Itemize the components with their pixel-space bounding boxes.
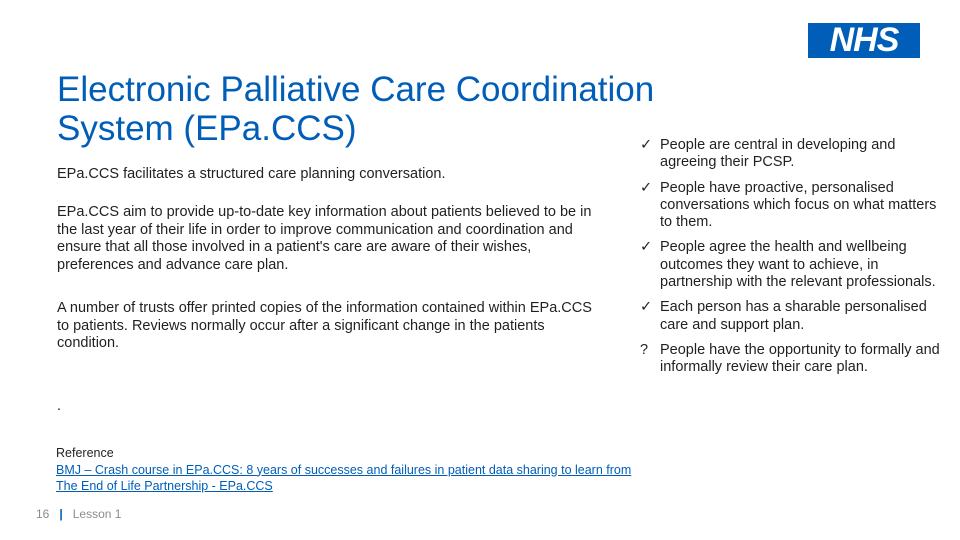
check-icon: ✓ — [640, 299, 653, 316]
slide-footer — [36, 507, 121, 521]
nhs-logo: NHS — [808, 23, 920, 58]
footer-separator: | — [59, 507, 63, 521]
lesson-label: Lesson 1 — [72, 507, 122, 521]
checklist-item-text: People are central in developing and agreeing their PCSP. — [660, 137, 896, 171]
aim-paragraph: EPa.CCS aim to provide up-to-date key information about patients believed to be in the last year of their life in order to improve communication and coordination and ensure that all those involved in a patient's care are aware of their wishes, preferences and advance care plan. — [57, 204, 592, 273]
page-title: Electronic Palliative Care Coordination System (EPa.CCS) — [57, 70, 655, 148]
checklist-item-text: People agree the health and wellbeing outcomes they want to achieve, in partnership with the relevant professionals. — [660, 239, 936, 291]
check-icon: ✓ — [640, 137, 653, 153]
check-icon: ✓ — [640, 239, 653, 256]
principles-checklist — [640, 137, 940, 385]
checklist-item — [640, 239, 940, 291]
printed-copies-paragraph: A number of trusts offer printed copies of the information contained within EPa.CCS to patients. Reviews normally occur after a significant change in the patients condition. — [57, 300, 592, 351]
checklist-item — [640, 342, 940, 377]
checklist-item — [640, 299, 940, 334]
eol-partnership-link[interactable]: The End of Life Partnership - EPa.CCS — [56, 479, 273, 493]
check-icon: ✓ — [640, 179, 653, 196]
checklist-item-text: People have proactive, personalised conversations which focus on what matters to them. — [660, 179, 937, 231]
reference-section — [56, 445, 756, 495]
question-icon: ? — [640, 341, 649, 358]
intro-paragraph: EPa.CCS facilitates a structured care planning conversation. — [57, 166, 446, 182]
checklist-item-text: Each person has a sharable personalised care and support plan. — [660, 299, 927, 333]
bmj-reference-link[interactable]: BMJ – Crash course in EPa.CCS: 8 years of successes and failures in patient data sharing to learn from — [56, 462, 632, 477]
checklist-item — [640, 137, 940, 172]
dot-paragraph: . — [57, 398, 62, 414]
checklist-item — [640, 180, 940, 232]
checklist-item-text: People have the opportunity to formally and informally review their care plan. — [660, 341, 940, 376]
page-number: 16 — [36, 507, 50, 521]
reference-heading: Reference — [56, 446, 114, 460]
